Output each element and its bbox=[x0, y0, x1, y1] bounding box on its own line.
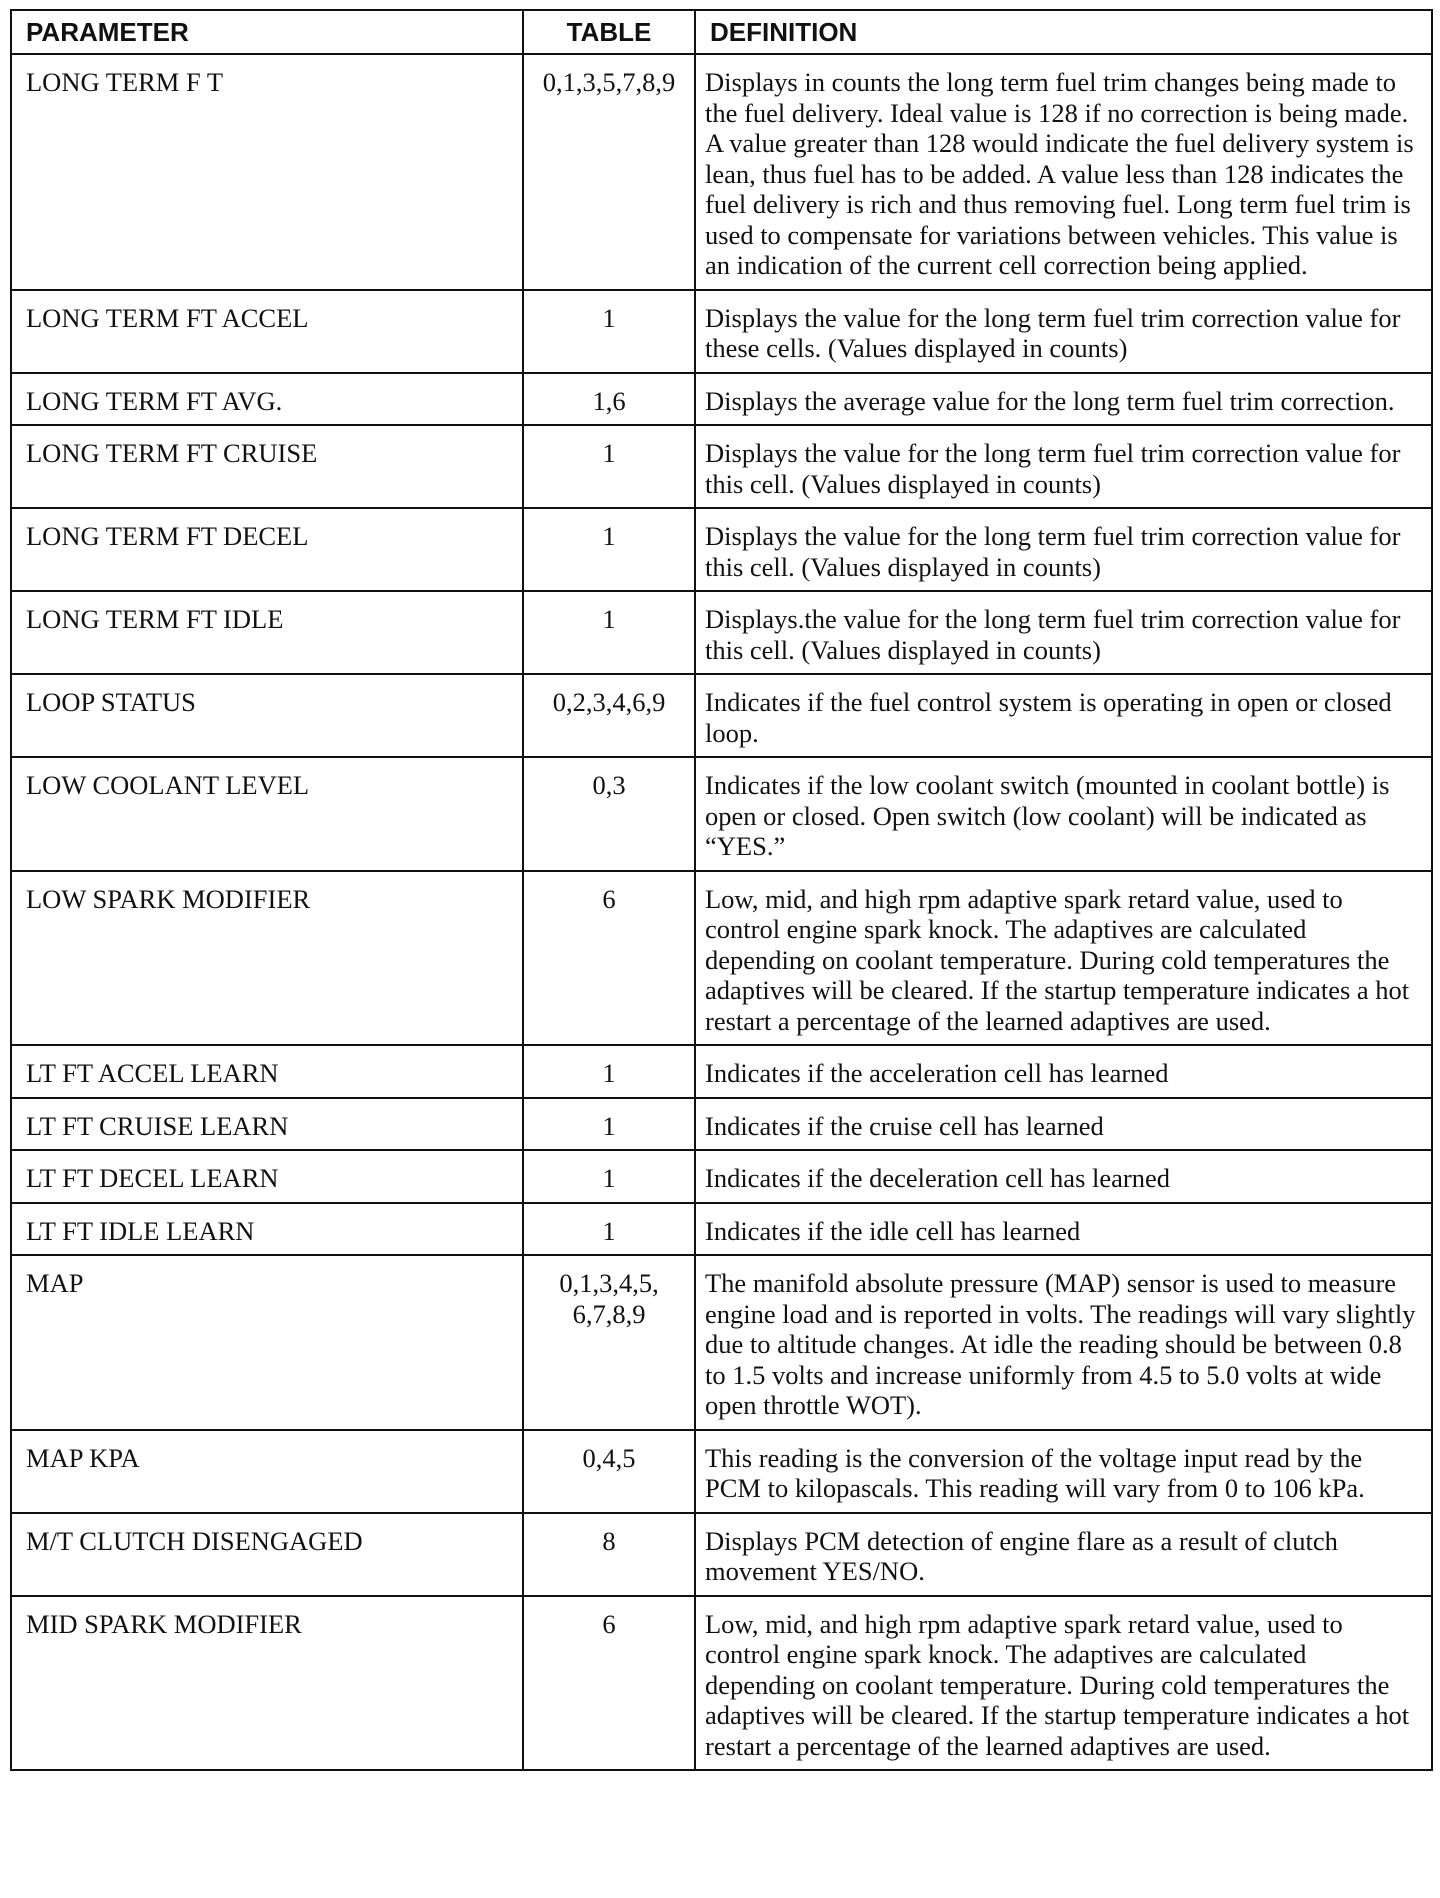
parameter-cell: MAP KPA bbox=[11, 1430, 523, 1513]
table-row bbox=[11, 757, 1432, 871]
parameter-cell: MID SPARK MODIFIER bbox=[11, 1596, 523, 1771]
table-cell: 6 bbox=[523, 871, 695, 1046]
definition-cell: Displays in counts the long term fuel trim changes being made to the fuel delivery. Ideal value is 128 if no correction is being made. A value greater than 128 would indicate the fuel delivery system is lean, thus fuel has to be added. A value less than 128 indicates the fuel delivery is rich and thus removing fuel. Long term fuel trim is used to compensate for variations between vehicles. This value is an indication of the current cell correction being applied. bbox=[695, 54, 1432, 290]
definition-cell: Displays the value for the long term fuel trim correction value for this cell. (Values displayed in counts) bbox=[695, 508, 1432, 591]
parameter-cell: LT FT IDLE LEARN bbox=[11, 1203, 523, 1256]
table-row bbox=[11, 425, 1432, 508]
definition-cell: Indicates if the fuel control system is operating in open or closed loop. bbox=[695, 674, 1432, 757]
table-cell: 1 bbox=[523, 1203, 695, 1256]
table-cell: 8 bbox=[523, 1513, 695, 1596]
parameter-definition-table bbox=[10, 9, 1433, 1771]
definition-cell: The manifold absolute pressure (MAP) sensor is used to measure engine load and is reported in volts. The readings will vary slightly due to altitude changes. At idle the reading should be between 0.8 to 1.5 volts and increase uniformly from 4.5 to 5.0 volts at wide open throttle WOT). bbox=[695, 1255, 1432, 1430]
parameter-cell: LOOP STATUS bbox=[11, 674, 523, 757]
table-row bbox=[11, 290, 1432, 373]
table-row bbox=[11, 1203, 1432, 1256]
table-cell: 1,6 bbox=[523, 373, 695, 426]
definition-cell: Indicates if the cruise cell has learned bbox=[695, 1098, 1432, 1151]
table-cell: 1 bbox=[523, 1150, 695, 1203]
table-row bbox=[11, 1255, 1432, 1430]
definition-cell: This reading is the conversion of the voltage input read by the PCM to kilopascals. This reading will vary from 0 to 106 kPa. bbox=[695, 1430, 1432, 1513]
parameter-cell: LOW SPARK MODIFIER bbox=[11, 871, 523, 1046]
parameter-cell: LONG TERM FT DECEL bbox=[11, 508, 523, 591]
parameter-cell: MAP bbox=[11, 1255, 523, 1430]
table-row bbox=[11, 1513, 1432, 1596]
table-row bbox=[11, 1098, 1432, 1151]
parameter-cell: LONG TERM F T bbox=[11, 54, 523, 290]
table-row bbox=[11, 1045, 1432, 1098]
table-row bbox=[11, 508, 1432, 591]
parameter-cell: LOW COOLANT LEVEL bbox=[11, 757, 523, 871]
parameter-cell: LT FT CRUISE LEARN bbox=[11, 1098, 523, 1151]
table-cell: 1 bbox=[523, 425, 695, 508]
table-cell: 0,1,3,5,7,8,9 bbox=[523, 54, 695, 290]
parameter-cell: M/T CLUTCH DISENGAGED bbox=[11, 1513, 523, 1596]
definition-cell: Displays the value for the long term fuel trim correction value for this cell. (Values displayed in counts) bbox=[695, 425, 1432, 508]
table-cell: 0,3 bbox=[523, 757, 695, 871]
definition-cell: Indicates if the acceleration cell has learned bbox=[695, 1045, 1432, 1098]
definition-cell: Indicates if the idle cell has learned bbox=[695, 1203, 1432, 1256]
definition-cell: Indicates if the deceleration cell has learned bbox=[695, 1150, 1432, 1203]
table-cell: 1 bbox=[523, 1098, 695, 1151]
parameter-cell: LONG TERM FT AVG. bbox=[11, 373, 523, 426]
table-row bbox=[11, 591, 1432, 674]
parameter-cell: LONG TERM FT ACCEL bbox=[11, 290, 523, 373]
table-row bbox=[11, 674, 1432, 757]
table-cell: 1 bbox=[523, 290, 695, 373]
table-row bbox=[11, 1596, 1432, 1771]
parameter-cell: LONG TERM FT IDLE bbox=[11, 591, 523, 674]
table-cell: 1 bbox=[523, 508, 695, 591]
table-cell: 0,1,3,4,5, 6,7,8,9 bbox=[523, 1255, 695, 1430]
table-row bbox=[11, 1150, 1432, 1203]
header-table: TABLE bbox=[523, 10, 695, 54]
table-row bbox=[11, 1430, 1432, 1513]
definition-cell: Indicates if the low coolant switch (mounted in coolant bottle) is open or closed. Open switch (low coolant) will be indicated as “YES.” bbox=[695, 757, 1432, 871]
definition-cell: Displays.the value for the long term fuel trim correction value for this cell. (Values displayed in counts) bbox=[695, 591, 1432, 674]
parameter-cell: LONG TERM FT CRUISE bbox=[11, 425, 523, 508]
table-row bbox=[11, 871, 1432, 1046]
header-parameter: PARAMETER bbox=[11, 10, 523, 54]
table-cell: 1 bbox=[523, 591, 695, 674]
parameter-cell: LT FT ACCEL LEARN bbox=[11, 1045, 523, 1098]
definition-cell: Low, mid, and high rpm adaptive spark retard value, used to control engine spark knock. The adaptives are calculated depending on coolant temperature. During cold temperatures the adaptives will be cleared. If the startup temperature indicates a hot restart a percentage of the learned adaptives are used. bbox=[695, 1596, 1432, 1771]
table-row bbox=[11, 373, 1432, 426]
table-row bbox=[11, 54, 1432, 290]
table-cell: 1 bbox=[523, 1045, 695, 1098]
table-cell: 6 bbox=[523, 1596, 695, 1771]
definition-cell: Low, mid, and high rpm adaptive spark retard value, used to control engine spark knock. The adaptives are calculated depending on coolant temperature. During cold temperatures the adaptives will be cleared. If the startup temperature indicates a hot restart a percentage of the learned adaptives are used. bbox=[695, 871, 1432, 1046]
definition-cell: Displays PCM detection of engine flare as a result of clutch movement YES/NO. bbox=[695, 1513, 1432, 1596]
definition-cell: Displays the average value for the long term fuel trim correction. bbox=[695, 373, 1432, 426]
header-row bbox=[11, 10, 1432, 54]
table-cell: 0,4,5 bbox=[523, 1430, 695, 1513]
header-definition: DEFINITION bbox=[695, 10, 1432, 54]
definition-cell: Displays the value for the long term fuel trim correction value for these cells. (Values displayed in counts) bbox=[695, 290, 1432, 373]
table-cell: 0,2,3,4,6,9 bbox=[523, 674, 695, 757]
parameter-cell: LT FT DECEL LEARN bbox=[11, 1150, 523, 1203]
